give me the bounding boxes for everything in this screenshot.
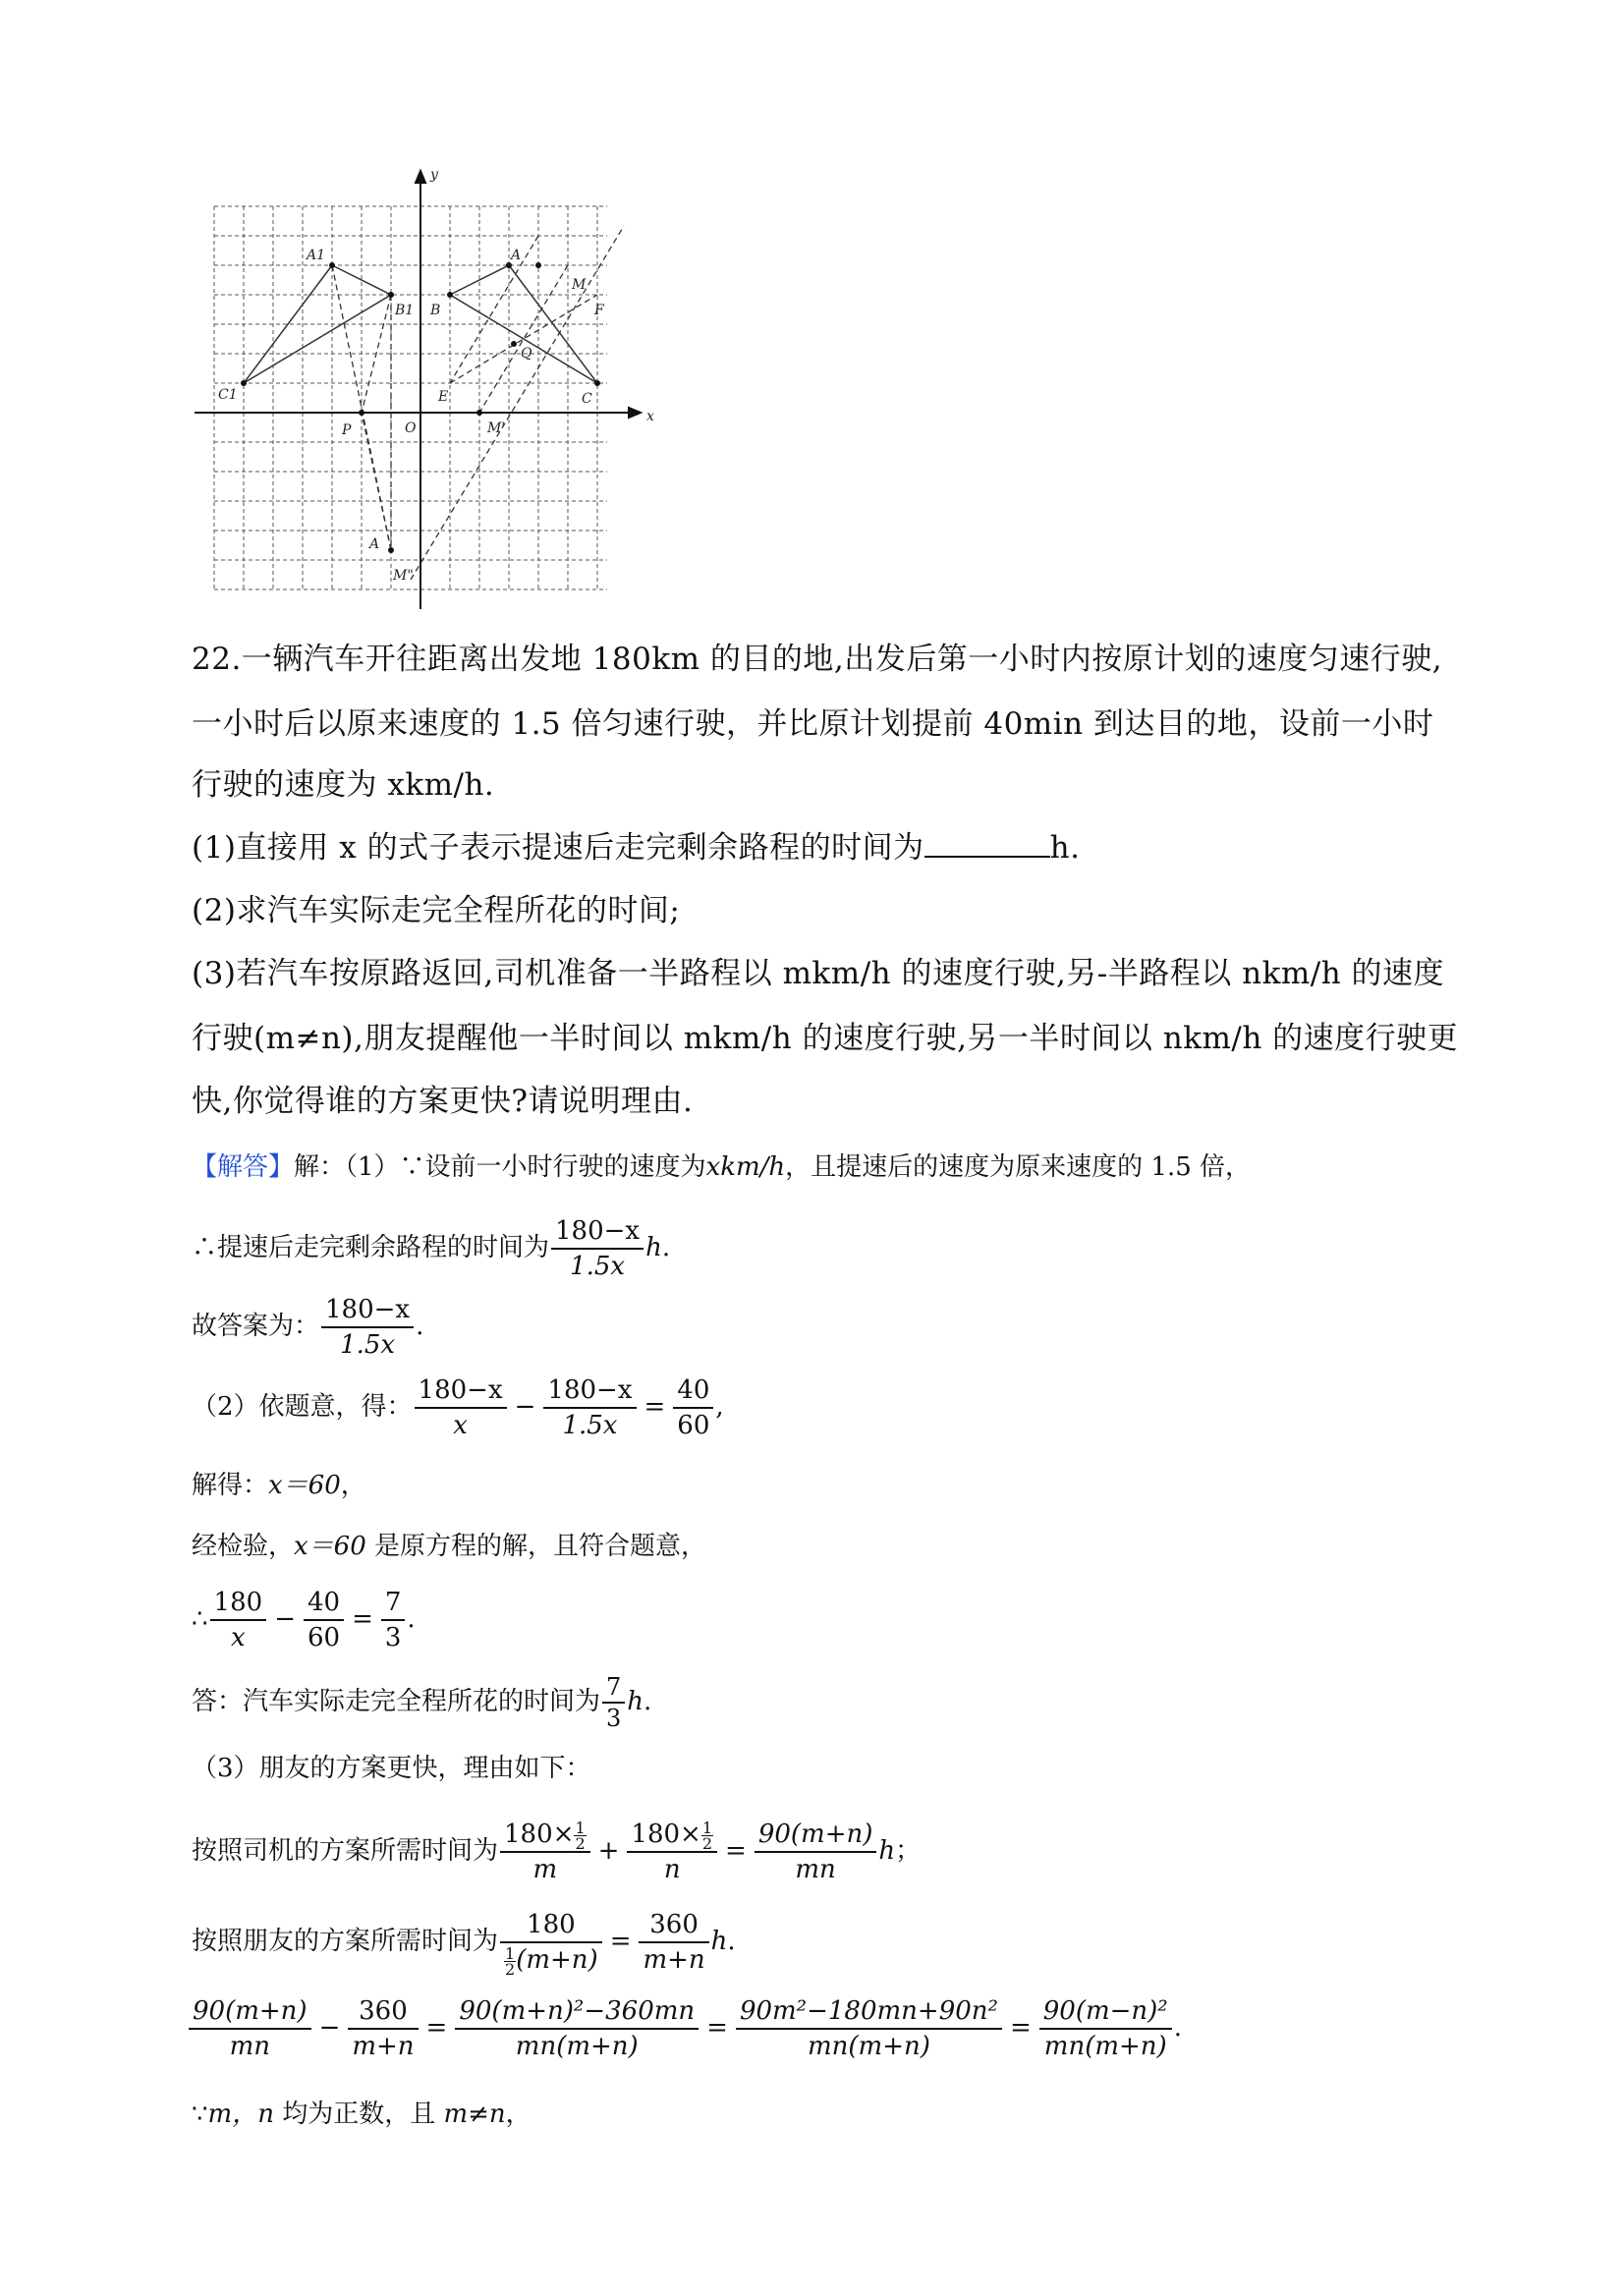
numerator: 360 (639, 1908, 708, 1943)
period: . (407, 1604, 416, 1634)
answer-text: ∴提速后走完剩余路程的时间为 (192, 1233, 550, 1262)
answer-line-12: $\frac{90(m+n)}{mn}$ − $\frac{360}{m+n}$ = $\frac{\text{90(m+n)²−360mn}}{mn(m+n)}$ = $\frac{\text{90m²−180mn+90n²}}{mn(m+n)}$ = $\frac{\text{90(m−n)²}}{mn(m+n)}$ . (187, 1994, 1182, 2063)
denominator: x (453, 1411, 468, 1440)
condition: m≠n (443, 2100, 506, 2129)
label-P: P (342, 422, 352, 438)
question-part-3-line-2: 行驶(m≠n),朋友提醒他一半时间以 mkm/h 的速度行驶,另一半时间以 nkm/h 的速度行驶更 (192, 1021, 1459, 1056)
numerator: 180−x (415, 1373, 507, 1409)
period: . (1173, 2013, 1182, 2043)
answer-line-6 (192, 1531, 706, 1562)
numerator: 40 (304, 1586, 344, 1621)
answer-blank (924, 828, 1050, 858)
answer-line-9: （3）朋友的方案更快，理由如下： (192, 1754, 591, 1783)
answer-line-7: ∴ $\frac{180}{x}$ − $\frac{40}{60}$ = $\frac{7}{3}$ . (192, 1588, 416, 1652)
denominator: 1.5x (570, 1252, 626, 1281)
question-part-1 (192, 828, 1080, 867)
numerator: 7 (381, 1586, 406, 1621)
question-part-3-line-3: 快,你觉得谁的方案更快?请说明理由. (192, 1084, 694, 1119)
fraction (348, 1994, 418, 2063)
comma: ， (340, 1471, 366, 1500)
origin-label: O (405, 420, 417, 436)
numerator: 40 (673, 1373, 713, 1409)
period: . (644, 1687, 652, 1716)
period: . (416, 1312, 424, 1341)
coordinate-grid-figure (187, 157, 678, 609)
label-M-double-prime: M" (393, 568, 414, 584)
label-M-prime: M' (487, 420, 506, 436)
fraction (321, 1293, 414, 1362)
fraction (1039, 1994, 1172, 2063)
denominator: 1.5x (340, 1330, 396, 1360)
denominator: mn(m+n) (1043, 2032, 1167, 2061)
fraction (304, 1586, 344, 1654)
numerator-text: 180× (631, 1820, 701, 1849)
x-axis-label: x (646, 409, 654, 424)
fraction (627, 1818, 717, 1886)
fraction (189, 1994, 311, 2063)
part-1-unit: h. (1049, 830, 1081, 866)
denominator: mn(m+n) (808, 2032, 930, 2061)
unit: h (627, 1687, 644, 1716)
denominator: mn (229, 2032, 270, 2061)
denominator: 1.5x (562, 1411, 618, 1440)
answer-text: 解：（1）∵设前一小时行驶的速度为 (294, 1152, 706, 1182)
fraction (455, 1994, 699, 2063)
fraction (551, 1214, 644, 1283)
denominator-text: (m+n) (516, 1945, 598, 1975)
denominator: m+n (352, 2032, 415, 2061)
label-M: M (572, 277, 587, 293)
numerator: 180 (210, 1586, 267, 1621)
equation: x＝60 (294, 1532, 366, 1561)
fraction (755, 1818, 877, 1886)
denominator: 2 (701, 1833, 713, 1853)
fraction (500, 1818, 590, 1886)
answer-line-1 (192, 1151, 1251, 1183)
fraction (210, 1586, 267, 1654)
numerator: 180−x (551, 1214, 644, 1250)
period: . (661, 1233, 671, 1262)
question-line-2: 一小时后以原来速度的 1.5 倍匀速行驶，并比原计划提前 40min 到达目的地，设前一小时 (192, 706, 1434, 742)
answer-line-4: （2）依题意，得： $\frac{180-x}{x}$ − $\frac{180-x}{1.5x}$ = $\frac{40}{60}$ , (192, 1375, 724, 1440)
numerator: 180−x (321, 1293, 414, 1328)
numerator: 90(m+n) (755, 1818, 877, 1853)
equation: x＝60 (268, 1471, 341, 1500)
answer-text: 经检验， (192, 1532, 295, 1561)
comma: ， (505, 2100, 532, 2129)
numerator: 90m²−180mn+90n² (736, 1994, 1002, 2030)
numerator: 90(m+n) (189, 1994, 311, 2030)
numerator: 180−x (543, 1373, 636, 1409)
answer-text: ，且提速后的速度为原来速度的 1.5 倍， (785, 1152, 1252, 1182)
because-symbol: ∵ (192, 2100, 208, 2129)
numerator (627, 1818, 717, 1853)
half-fraction (701, 1820, 713, 1851)
answer-line-10: 按照司机的方案所需时间为 180× $\frac{1}{2}$ m + 180× $\frac{1}{2}$ n = $\frac{90(m+n)}{mn}$ h； (192, 1818, 922, 1884)
numerator: 1 (505, 1943, 516, 1963)
denominator: m (532, 1855, 558, 1884)
label-A1: A1 (307, 248, 326, 263)
semicolon: ； (895, 1836, 922, 1866)
denominator: 60 (677, 1411, 710, 1440)
y-axis-label: y (430, 167, 438, 183)
answer-text: 是原方程的解，且符合题意， (365, 1532, 707, 1561)
answer-line-11: 按照朋友的方案所需时间为 180 $\frac{1}{2}$ (m+n) = $\frac{360}{m+n}$ h. (192, 1910, 736, 1979)
part-1-text: (1)直接用 x 的式子表示提速后走完剩余路程的时间为 (192, 830, 924, 866)
numerator (500, 1818, 590, 1853)
unit: h (878, 1836, 896, 1866)
numerator: 90(m−n)² (1039, 1994, 1172, 2030)
fraction (736, 1994, 1002, 2063)
unit: h (710, 1927, 728, 1956)
half-fraction (574, 1820, 586, 1851)
answer-line-8 (192, 1672, 651, 1733)
numerator: 7 (602, 1672, 625, 1704)
answer-text: 按照朋友的方案所需时间为 (192, 1927, 499, 1956)
answer-text: 均为正数，且 (273, 2100, 444, 2129)
denominator: 3 (384, 1623, 402, 1652)
numerator: 180 (500, 1908, 602, 1943)
denominator: 2 (575, 1833, 586, 1853)
denominator: 2 (505, 1959, 516, 1979)
label-C: C (582, 391, 592, 407)
answer-line-5 (192, 1470, 366, 1501)
numerator-text: 180× (504, 1820, 575, 1849)
label-C1: C1 (218, 387, 238, 403)
question-line-3: 行驶的速度为 xkm/h. (192, 767, 495, 803)
answer-text: （2）依题意，得： (192, 1392, 413, 1422)
numerator: 1 (701, 1818, 713, 1837)
fraction (415, 1373, 507, 1442)
denominator: n (663, 1855, 681, 1884)
denominator: mn (795, 1855, 836, 1884)
label-A: A (511, 248, 522, 263)
fraction (543, 1373, 636, 1442)
variables: m，n (207, 2100, 274, 2129)
question-part-3-line-1: (3)若汽车按原路返回,司机准备一半路程以 mkm/h 的速度行驶,另-半路程以 nkm/h 的速度 (192, 956, 1445, 991)
label-E: E (438, 389, 449, 405)
label-B1: B1 (395, 303, 415, 318)
unit: h (645, 1233, 662, 1262)
axes (195, 171, 641, 609)
denominator: 60 (307, 1623, 341, 1652)
half-fraction (504, 1943, 516, 1979)
label-F: F (594, 303, 604, 318)
answer-tag: 【解答】 (192, 1152, 295, 1182)
fraction (381, 1586, 406, 1654)
denominator (500, 1943, 602, 1977)
label-A2: A (369, 536, 380, 552)
numerator: 360 (348, 1994, 418, 2030)
answer-line-13 (192, 2099, 532, 2130)
fraction (500, 1908, 602, 1977)
speed-var: xkm/h (705, 1152, 786, 1182)
question-line-1: 22.一辆汽车开往距离出发地 180km 的目的地,出发后第一小时内按原计划的速度匀速行驶, (192, 642, 1443, 677)
answer-line-3 (192, 1293, 423, 1362)
fraction (673, 1373, 713, 1442)
answer-text: 解得： (192, 1471, 269, 1500)
fraction (602, 1672, 625, 1733)
question-part-2: (2)求汽车实际走完全程所花的时间; (192, 893, 681, 928)
answer-text: 按照司机的方案所需时间为 (192, 1836, 499, 1866)
denominator: x (231, 1623, 246, 1652)
numerator: 90(m+n)²−360mn (455, 1994, 699, 2030)
label-B: B (430, 303, 441, 318)
period: . (727, 1927, 736, 1956)
label-Q: Q (521, 346, 532, 362)
numerator: 1 (575, 1818, 586, 1837)
denominator: m+n (643, 1945, 705, 1975)
therefore-symbol: ∴ (192, 1604, 208, 1634)
answer-line-2 (192, 1214, 670, 1283)
denominator: 3 (606, 1705, 622, 1732)
answer-text: 答：汽车实际走完全程所花的时间为 (192, 1687, 601, 1716)
denominator: mn(m+n) (515, 2032, 639, 2061)
grid-lines (214, 206, 607, 589)
comma: , (715, 1392, 724, 1422)
fraction (639, 1908, 708, 1977)
answer-text: 故答案为： (192, 1312, 320, 1341)
